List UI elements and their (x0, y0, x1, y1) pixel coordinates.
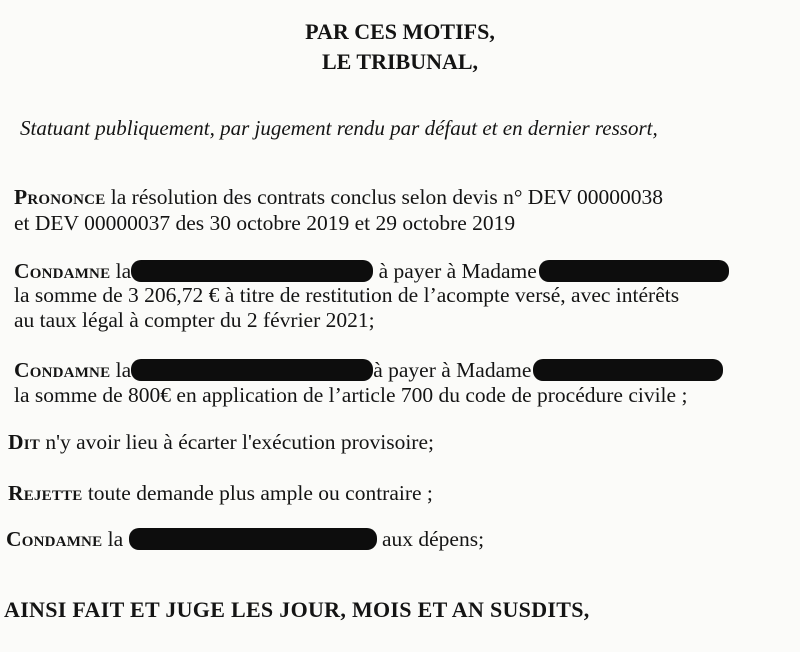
rejette-keyword: Rejette (8, 481, 83, 505)
dit-text: n'y avoir lieu à écarter l'exécution provisoire; (45, 430, 434, 454)
dit-line (8, 432, 434, 454)
closing-formula: AINSI FAIT ET JUGE LES JOUR, MOIS ET AN SUSDITS, (4, 597, 590, 622)
redaction-bar (129, 528, 377, 550)
condamne-1-line-1 (14, 260, 729, 283)
condamne-3-keyword: Condamne (6, 527, 103, 551)
condamne-3-text: aux dépens; (381, 527, 485, 551)
rejette-text: toute demande plus ample ou contraire ; (87, 481, 433, 505)
prononce-keyword: Prononce (14, 185, 106, 209)
condamne-2-prefix: la (115, 358, 132, 382)
rejette-line (8, 483, 433, 505)
condamne-1-text: à payer à Madame (378, 259, 537, 283)
condamne-2-line-2: la somme de 800€ en application de l’article 700 du code de procédure civile ; (14, 383, 688, 407)
redaction-bar (539, 260, 729, 282)
redaction-bar (131, 359, 373, 381)
condamne-2-keyword: Condamne (14, 358, 111, 382)
condamne-2-text: à payer à Madame (373, 358, 532, 382)
condamne-3-prefix: la (107, 527, 124, 551)
condamne-1-line-2: la somme de 3 206,72 € à titre de restitution de l’acompte versé, avec intérêts (14, 283, 680, 307)
prononce-text-1: la résolution des contrats conclus selon devis n° DEV 00000038 (110, 185, 663, 209)
condamne-1-prefix: la (115, 259, 132, 283)
condamne-2-line-1 (14, 359, 723, 382)
condamne-3-line (6, 528, 484, 551)
heading-line-2: LE TRIBUNAL, (321, 49, 479, 74)
condamne-1-line-3: au taux légal à compter du 2 février 2021; (14, 308, 375, 332)
prononce-line-2: et DEV 00000037 des 30 octobre 2019 et 29 octobre 2019 (14, 211, 516, 235)
redaction-bar (131, 260, 373, 282)
heading-line-1: PAR CES MOTIFS, (305, 19, 495, 44)
redaction-bar (533, 359, 723, 381)
intro-statement: Statuant publiquement, par jugement rendu par défaut et en dernier ressort, (20, 116, 658, 140)
condamne-1-keyword: Condamne (14, 259, 111, 283)
dit-keyword: Dit (8, 430, 40, 454)
prononce-line-1 (14, 187, 663, 209)
